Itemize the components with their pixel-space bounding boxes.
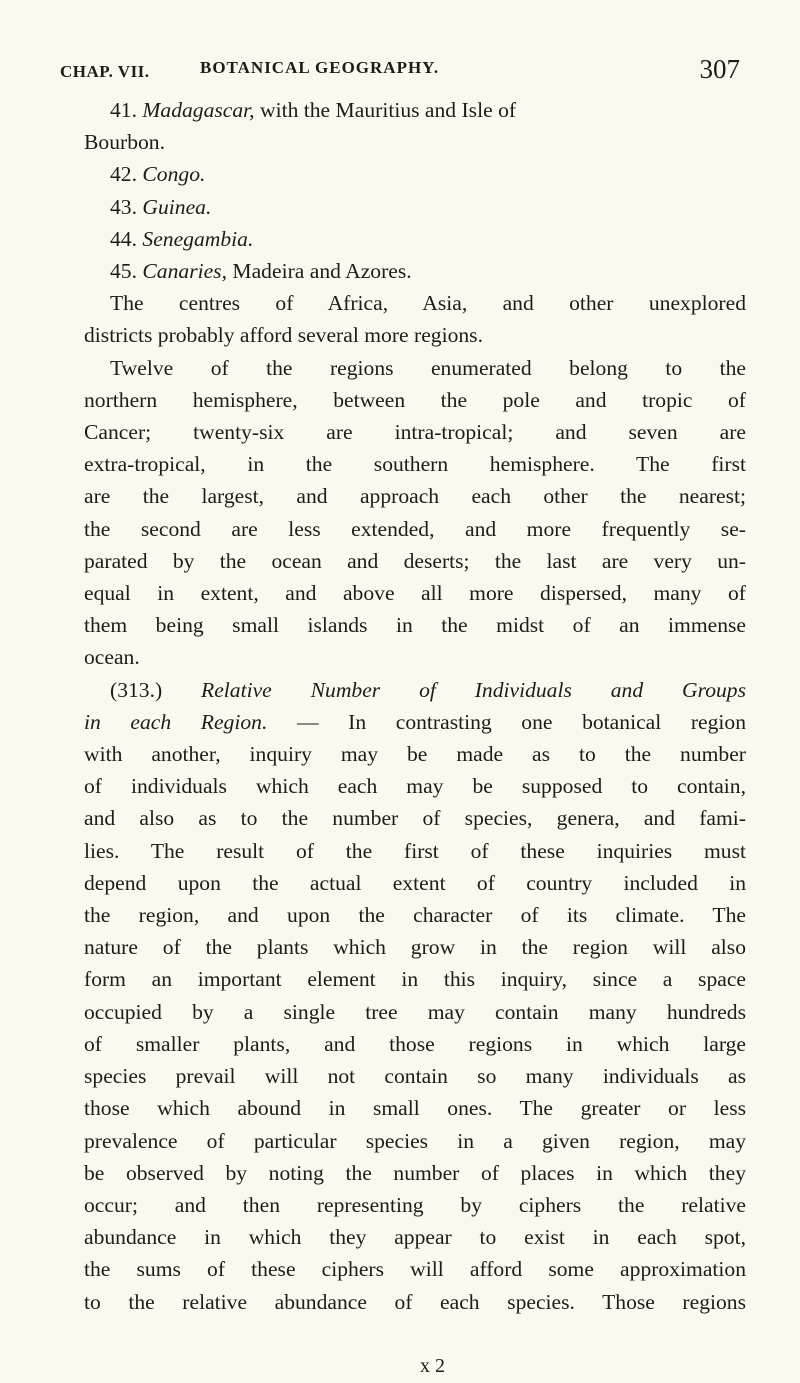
text-line: extra-tropical, in the southern hemisphere. The first: [84, 452, 746, 477]
item-number: 44.: [110, 226, 137, 251]
text-line: be observed by noting the number of places in which they: [84, 1160, 746, 1185]
item-number: 45.: [110, 259, 137, 284]
list-item-continuation: [84, 126, 746, 158]
region-name: Guinea.: [142, 194, 212, 219]
list-item: [84, 191, 746, 223]
region-name: Madagascar,: [142, 98, 255, 122]
section-heading: Relative Number of Individuals and Groups: [201, 677, 746, 702]
text-line: form an important element in this inquiry, since a space: [84, 967, 746, 992]
page-body: [84, 94, 746, 1318]
item-text: with the Mauritius and Isle of: [254, 98, 517, 122]
text-line: equal in extent, and above all more dispersed, many of: [84, 581, 746, 606]
section-heading-line: [84, 674, 746, 706]
text-line: and also as to the number of species, genera, and fami-: [84, 806, 746, 831]
section-heading-continued: in each Region.: [84, 709, 268, 734]
section-text: — In contrasting one botanical region: [267, 709, 747, 734]
item-number: 42.: [110, 162, 137, 187]
region-name: Canaries,: [142, 259, 227, 284]
running-title: BOTANICAL GEOGRAPHY.: [200, 58, 440, 77]
text-line: The centres of Africa, Asia, and other unexplored: [110, 291, 746, 316]
paragraph-hemispheres: [84, 352, 746, 674]
text-line: are the largest, and approach each other the nearest;: [84, 484, 746, 509]
running-head: [60, 54, 748, 86]
text-line: of smaller plants, and those regions in which large: [84, 1031, 746, 1056]
text-line: with another, inquiry may be made as to the number: [84, 742, 746, 767]
text-line: depend upon the actual extent of country included in: [84, 870, 746, 895]
text-line: occur; and then representing by ciphers the relative: [84, 1192, 746, 1217]
text-line: of individuals which each may be supposed to contain,: [84, 774, 746, 799]
text-line: ocean.: [84, 645, 140, 670]
text-line: to the relative abundance of each species. Those regions: [84, 1289, 746, 1314]
text-line: them being small islands in the midst of an immense: [84, 613, 746, 638]
region-list: [84, 94, 746, 287]
section-313: [84, 674, 746, 1318]
text-line: districts probably afford several more regions.: [84, 323, 483, 348]
text-line: species prevail will not contain so many individuals as: [84, 1064, 746, 1089]
text-line: abundance in which they appear to exist in each spot,: [84, 1225, 746, 1250]
paragraph-unexplored: [84, 287, 746, 351]
text-line: nature of the plants which grow in the region will also: [84, 935, 746, 960]
list-item: [84, 223, 746, 255]
section-number: (313.): [110, 677, 163, 702]
signature-mark: x 2: [420, 1355, 445, 1377]
text-line: the region, and upon the character of its climate. The: [84, 903, 746, 928]
section-heading-line: [84, 706, 746, 738]
region-name: Congo.: [142, 162, 206, 187]
text-line: Cancer; twenty-six are intra-tropical; and seven are: [84, 420, 746, 445]
region-name: Senegambia.: [142, 226, 254, 251]
list-item: [84, 158, 746, 190]
list-item: [84, 255, 746, 287]
item-number: 43.: [110, 194, 137, 219]
text-line: those which abound in small ones. The greater or less: [84, 1096, 746, 1121]
item-text: Madeira and Azores.: [227, 259, 412, 284]
text-line: Twelve of the regions enumerated belong to the: [110, 355, 746, 380]
text-line: lies. The result of the first of these inquiries must: [84, 838, 746, 863]
text-line: northern hemisphere, between the pole and tropic of: [84, 387, 746, 412]
text-line: parated by the ocean and deserts; the last are very un-: [84, 548, 746, 573]
chapter-label: CHAP. VII.: [60, 62, 150, 81]
list-item: [84, 94, 746, 126]
item-number: 41.: [110, 98, 137, 122]
item-text: Bourbon.: [84, 130, 165, 155]
text-line: occupied by a single tree may contain many hundreds: [84, 999, 746, 1024]
page-number: 307: [699, 54, 740, 84]
text-line: the sums of these ciphers will afford some approximation: [84, 1257, 746, 1282]
text-line: the second are less extended, and more frequently se-: [84, 516, 746, 541]
text-line: prevalence of particular species in a given region, may: [84, 1128, 746, 1153]
